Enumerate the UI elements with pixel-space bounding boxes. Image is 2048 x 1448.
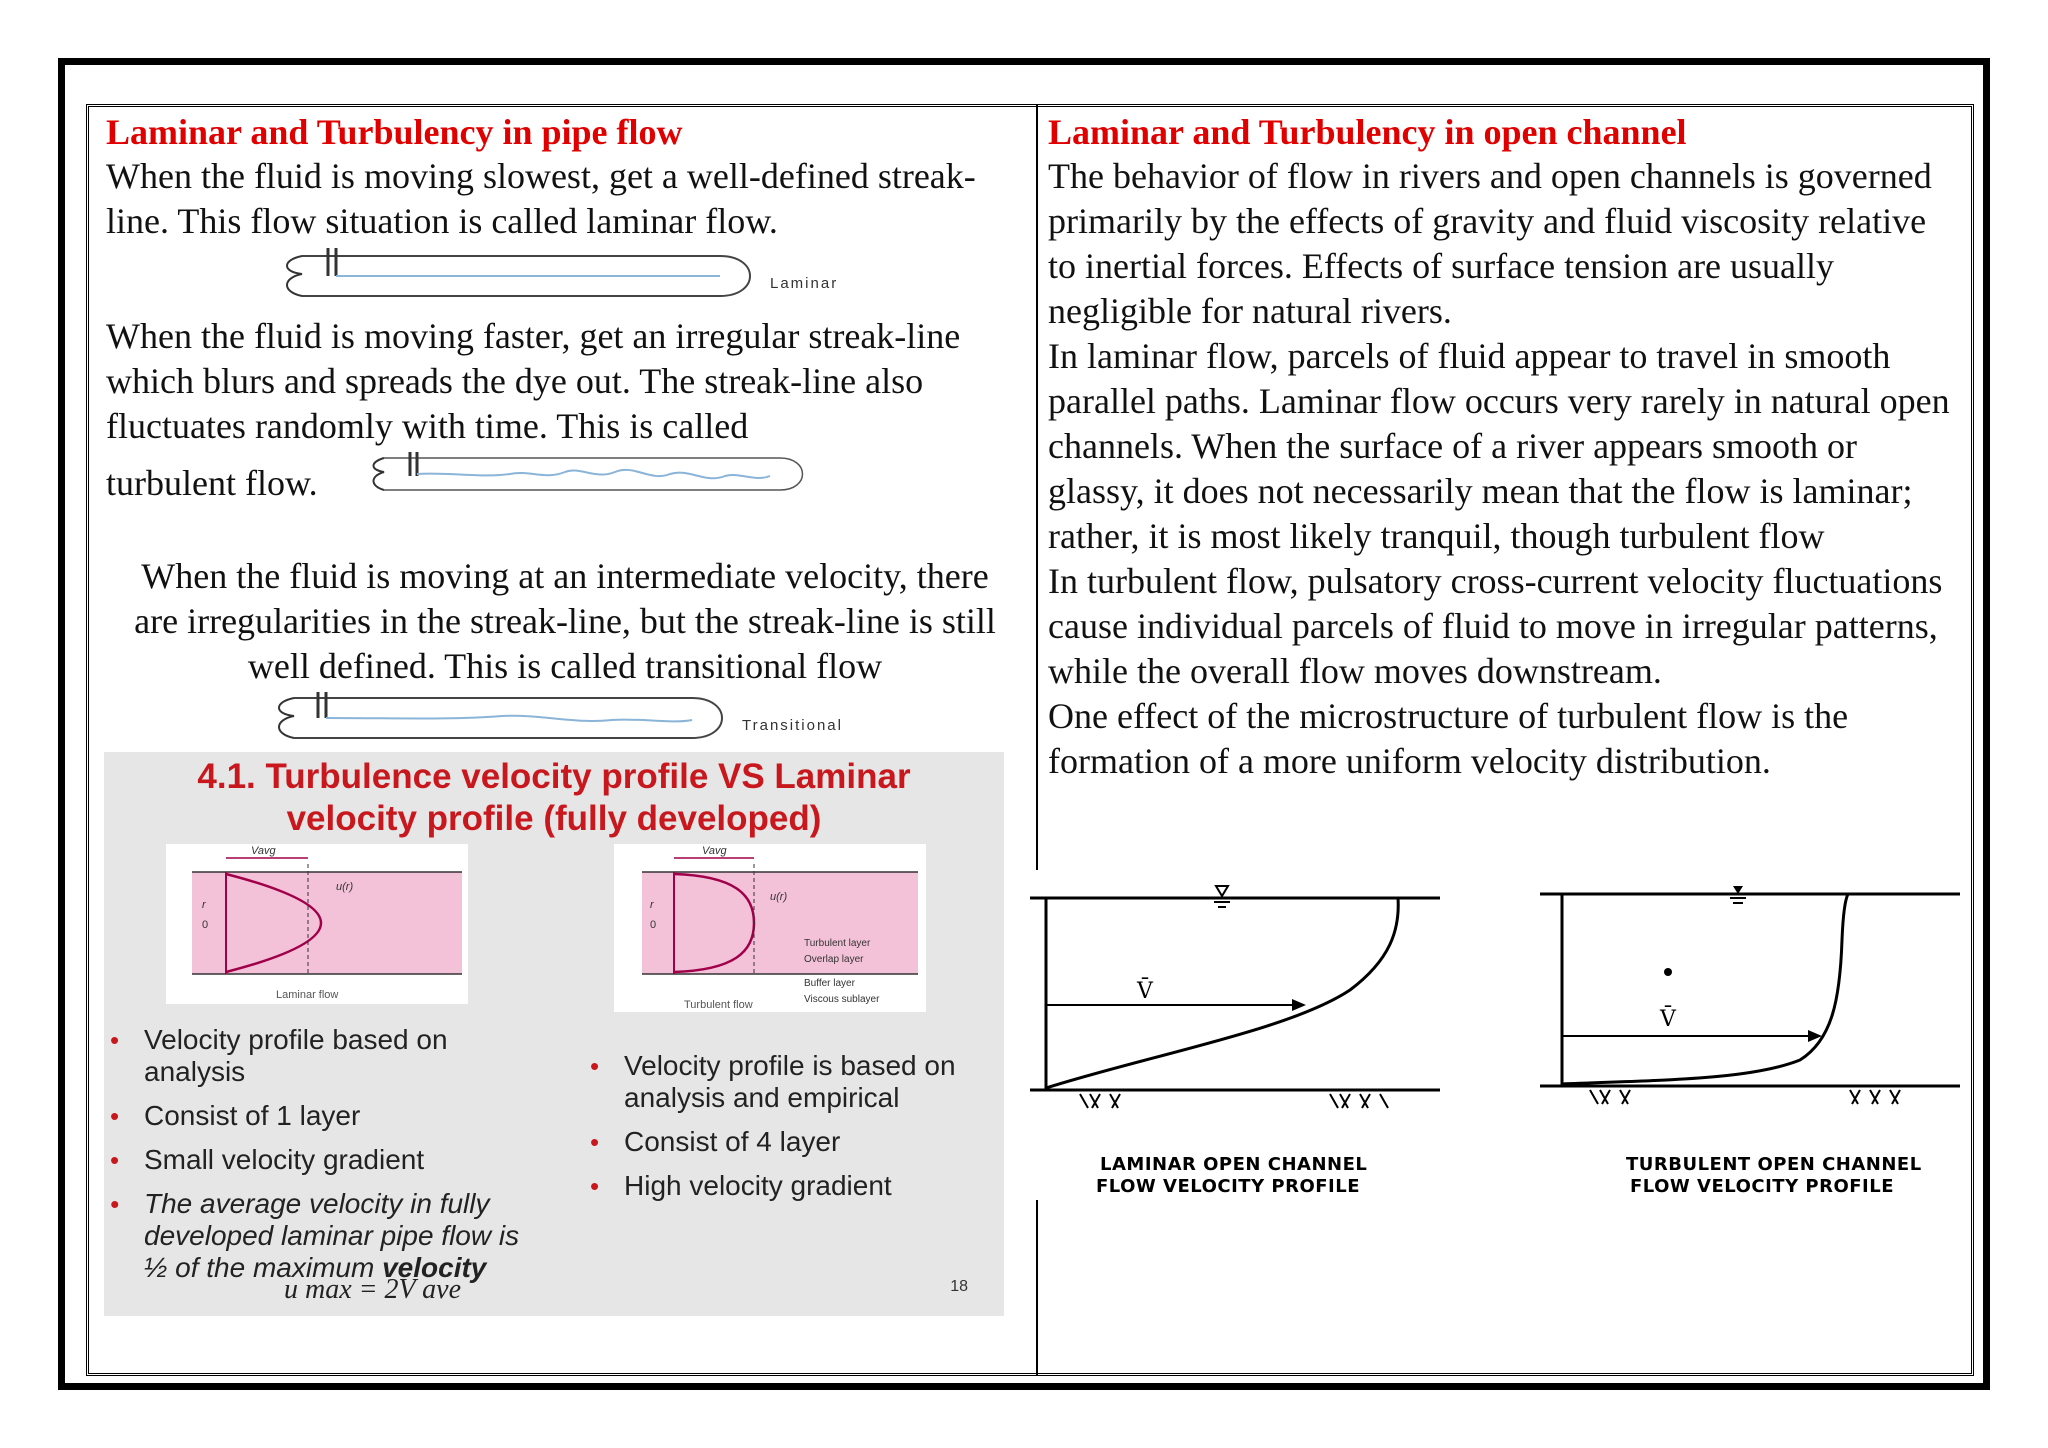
transitional-paragraph: When the fluid is moving at an intermediate velocity, there are irregularities in the streak-line, but the streak-line is still well defined. This is called transitional flow [134, 556, 996, 686]
laminar-fig-caption: Laminar flow [276, 989, 339, 1001]
turbulent-channel-diagram [1540, 880, 1960, 1200]
open-channel-heading: Laminar and Turbulency in open channel [1048, 112, 1687, 152]
laminar-paragraph: When the fluid is moving slowest, get a well-defined streak-line. This flow situation is called laminar flow. [106, 156, 976, 241]
viscous-sublayer-label: Viscous sublayer [804, 994, 880, 1005]
laminar-tube-label: Laminar [770, 275, 839, 292]
laminar-u-label: u(r) [336, 881, 354, 893]
turbulent-bullet-list [584, 1050, 984, 1214]
laminar-bullet-2: • Consist of 1 layer [104, 1100, 544, 1132]
turbulent-bullet-3: • High velocity gradient [584, 1170, 984, 1202]
turbulent-vavg-label: Vavg [702, 845, 727, 857]
turbulent-tube-diagram [370, 450, 830, 500]
laminar-bullet-4-bold: velocity [382, 1252, 487, 1283]
open-channel-paragraph-3: In turbulent flow, pulsatory cross-current velocity fluctuations cause individual parcels of fluid to move in irregular patterns, while the overall flow moves downstream. [1048, 561, 1943, 691]
right-column [1048, 110, 1958, 784]
open-channel-paragraph-4: One effect of the microstructure of turbulent flow is the formation of a more uniform velocity distribution. [1048, 696, 1849, 781]
laminar-profile-figure [166, 844, 468, 1004]
laminar-bullet-3: • Small velocity gradient [104, 1144, 544, 1176]
laminar-zero-label: 0 [202, 919, 209, 931]
pipe-flow-heading: Laminar and Turbulency in pipe flow [106, 112, 683, 152]
turbulent-u-label: u(r) [770, 891, 788, 903]
open-channel-paragraph-2: In laminar flow, parcels of fluid appear to travel in smooth parallel paths. Laminar flow occurs very rarely in natural open channels. When the surface of a river appears smooth or glassy, it does not necessarily mean that the flow is laminar; rather, it is most likely tranquil, though turbulent flow [1048, 336, 1950, 556]
laminar-bullet-4-text: The average velocity in fully developed laminar pipe flow is ½ of the maximum [144, 1188, 520, 1283]
open-channel-paragraph-1: The behavior of flow in rivers and open channels is governed primarily by the effects of gravity and fluid viscosity relative to inertial forces. Effects of surface tension are usually negligible for natural rivers. [1048, 156, 1932, 331]
turbulent-zero-label: 0 [650, 919, 657, 931]
laminar-bullet-list [104, 1024, 544, 1296]
turbulent-paragraph-end: turbulent flow. [106, 463, 318, 503]
turbulent-fig-caption: Turbulent flow [684, 999, 753, 1011]
laminar-channel-diagram [1030, 880, 1450, 1200]
laminar-bullet-4 [104, 1188, 544, 1284]
velocity-profile-slide [104, 752, 1004, 1316]
laminar-bullet-1: • Velocity profile based on analysis [104, 1024, 544, 1088]
left-column [106, 110, 1006, 244]
turbulent-channel-caption-2: FLOW VELOCITY PROFILE [1630, 1176, 1895, 1197]
turbulent-bullet-1: • Velocity profile is based on analysis and empirical [584, 1050, 984, 1114]
slide-title [104, 756, 1004, 840]
left-column-part3 [120, 554, 1010, 689]
laminar-channel-caption-2: FLOW VELOCITY PROFILE [1096, 1176, 1361, 1197]
overlap-layer-label: Overlap layer [804, 954, 864, 965]
turbulent-layer-label: Turbulent layer [804, 938, 871, 949]
transitional-tube-label: Transitional [742, 717, 843, 734]
laminar-mean-velocity-label: V̄ [1137, 979, 1153, 1004]
slide-title-line2: velocity profile (fully developed) [286, 799, 822, 838]
slide-number: 18 [950, 1278, 968, 1295]
turbulent-profile-figure [614, 844, 926, 1012]
turbulent-bullet-2: • Consist of 4 layer [584, 1126, 984, 1158]
transitional-tube-diagram [272, 690, 872, 750]
max-velocity-formula: u max = 2V ave [284, 1274, 461, 1305]
slide-title-line1: 4.1. Turbulence velocity profile VS Laminar [197, 757, 911, 796]
laminar-tube-diagram [280, 246, 880, 316]
turbulent-paragraph: When the fluid is moving faster, get an irregular streak-line which blurs and spreads the dye out. The streak-line also fluctuates randomly with time. This is called [106, 316, 961, 446]
buffer-layer-label: Buffer layer [804, 978, 855, 989]
laminar-channel-caption-1: LAMINAR OPEN CHANNEL [1100, 1154, 1368, 1175]
laminar-vavg-label: Vavg [251, 845, 276, 857]
turbulent-mean-velocity-label: V̄ [1660, 1007, 1676, 1032]
turbulent-channel-caption-1: TURBULENT OPEN CHANNEL [1626, 1154, 1922, 1175]
laminar-r-label: r [202, 899, 206, 911]
turbulent-r-label: r [650, 899, 654, 911]
